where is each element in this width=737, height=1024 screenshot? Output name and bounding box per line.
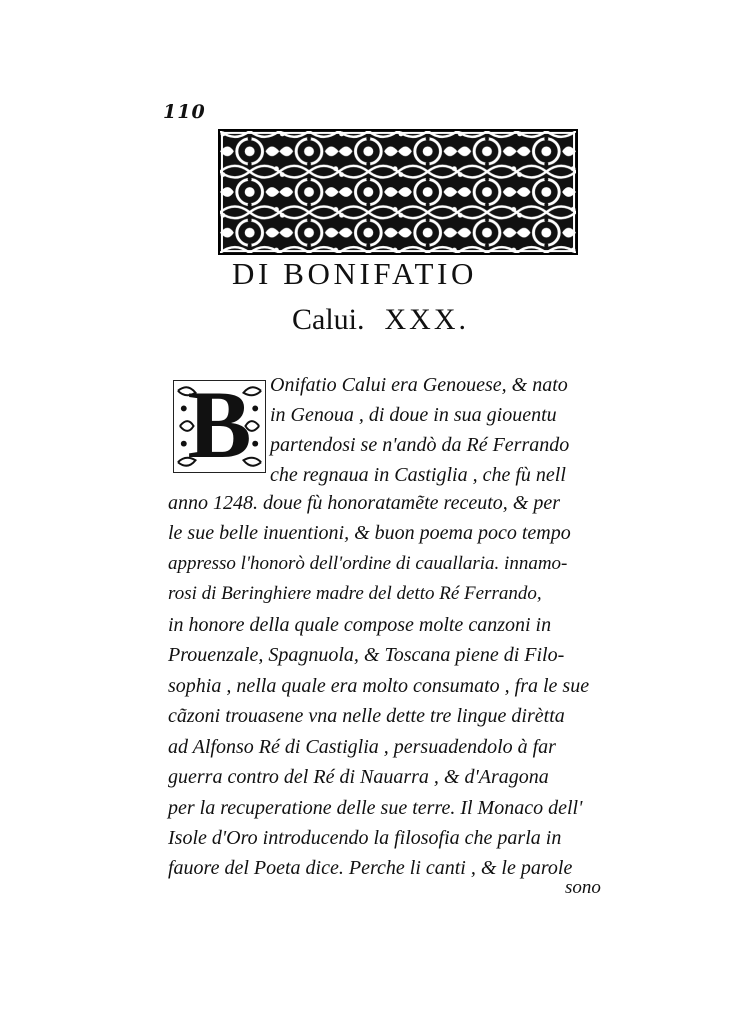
text-line: sophia , nella quale era molto consumato , fra le sue: [168, 675, 590, 697]
text-line: partendosi se n'andò da Ré Ferrando: [270, 434, 570, 456]
headpiece-pattern-icon: [220, 131, 576, 253]
heading-name: Calui.: [292, 303, 365, 336]
page-number: 110: [163, 101, 206, 123]
catchword: sono: [565, 877, 601, 898]
dropcap-letter: B: [187, 371, 252, 478]
text-line: che regnaua in Castiglia , che fù nell: [270, 464, 566, 486]
chapter-heading-subtitle: [292, 303, 469, 337]
text-line: ad Alfonso Ré di Castiglia , persuadendolo à far: [168, 736, 556, 758]
text-line: fauore del Poeta dice. Perche li canti , & le parole: [168, 857, 573, 879]
chapter-heading-title: DI BONIFATIO: [232, 256, 477, 291]
ornamental-headpiece: [218, 129, 578, 255]
text-line: le sue belle inuentioni, & buon poema poco tempo: [168, 522, 571, 544]
text-line: in honore della quale compose molte canzoni in: [168, 614, 552, 636]
text-line: appresso l'honorò dell'ordine di cauallaria. innamo-: [168, 553, 568, 574]
text-line: in Genoua , di doue in sua giouentu: [270, 404, 557, 426]
text-line: cãzoni trouasene vna nelle dette tre lingue dirètta: [168, 705, 565, 727]
text-line: per la recuperatione delle sue terre. Il Monaco dell': [168, 797, 583, 819]
decorated-initial: [173, 371, 266, 478]
text-line: guerra contro del Ré di Nauarra , & d'Aragona: [168, 766, 549, 788]
text-line: Prouenzale, Spagnuola, & Toscana piene di Filo-: [168, 644, 565, 666]
text-line: Isole d'Oro introducendo la filosofia che parla in: [168, 827, 562, 849]
heading-numeral: XXX.: [384, 303, 469, 336]
text-line: anno 1248. doue fù honoratamẽte receuto, & per: [168, 492, 560, 514]
text-line: Onifatio Calui era Genouese, & nato: [270, 374, 568, 396]
text-line: rosi di Beringhiere madre del detto Ré Ferrando,: [168, 583, 542, 604]
